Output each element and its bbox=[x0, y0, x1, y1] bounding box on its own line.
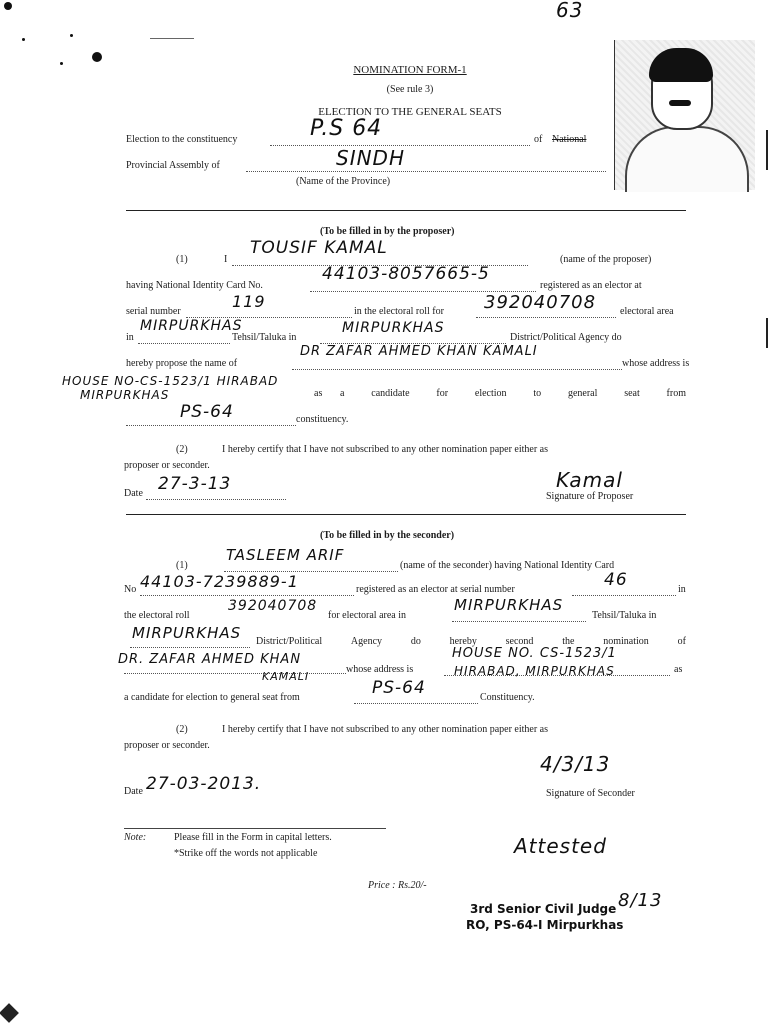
i-label: I bbox=[224, 254, 228, 265]
edge-mark bbox=[766, 130, 768, 170]
form-title: NOMINATION FORM-1 bbox=[353, 64, 467, 76]
candidate-photo bbox=[614, 40, 755, 190]
date-line bbox=[146, 499, 286, 500]
scan-speck bbox=[70, 34, 73, 37]
as-label: as bbox=[314, 388, 323, 399]
seconder-cert-text-2: proposer or seconder. bbox=[124, 740, 210, 751]
no-label: No bbox=[124, 584, 137, 595]
word: from bbox=[666, 388, 686, 399]
seconder-tehsil: Tehsil/Taluka in bbox=[592, 610, 657, 621]
word: election bbox=[474, 388, 507, 399]
seconder-seat: PS-64 bbox=[372, 678, 426, 698]
word: for bbox=[436, 388, 449, 399]
stamp-line-1: 3rd Senior Civil Judge bbox=[470, 902, 617, 916]
seconder-signature: 4/3/13 bbox=[540, 752, 611, 776]
word: general bbox=[567, 388, 598, 399]
section-divider bbox=[126, 210, 686, 211]
word: candidate bbox=[371, 388, 410, 399]
of-label: of bbox=[534, 134, 543, 145]
page-number: 63 bbox=[556, 0, 584, 22]
roll-prefix: the electoral roll bbox=[124, 610, 190, 621]
proposer-roll: 392040708 bbox=[484, 292, 597, 313]
scan-speck bbox=[92, 52, 102, 62]
seconder-num: (1) bbox=[176, 560, 188, 571]
section-divider bbox=[126, 514, 686, 515]
having-nic-label: having National Identity Card No. bbox=[126, 280, 263, 291]
roll-line bbox=[476, 317, 616, 318]
seconder-constituency: Constituency. bbox=[480, 692, 535, 703]
scan-speck bbox=[4, 2, 12, 10]
district-label: District/Political Agency do bbox=[510, 332, 622, 343]
stamp-line-2: RO, PS-64-I Mirpurkhas bbox=[466, 918, 624, 932]
seconder-roll: 392040708 bbox=[228, 598, 318, 614]
province-caption: (Name of the Province) bbox=[296, 176, 391, 187]
proposer-area: MIRPURKHAS bbox=[140, 318, 243, 334]
candidate-line bbox=[292, 369, 622, 370]
attested-signature: Attested bbox=[514, 834, 607, 858]
edge-mark bbox=[766, 318, 768, 348]
word: Agency bbox=[350, 636, 383, 647]
proposer-signature: Kamal bbox=[556, 468, 623, 492]
serial-label: serial number bbox=[126, 306, 181, 317]
cert-text: I hereby certify that I have not subscribed to any other nomination paper either as bbox=[222, 444, 548, 455]
seconder-in: in bbox=[678, 584, 686, 595]
electoral-area-label: electoral area bbox=[620, 306, 674, 317]
proposer-sig-label: Signature of Proposer bbox=[546, 491, 634, 502]
seconder-area-label: for electoral area in bbox=[328, 610, 407, 621]
word: do bbox=[410, 636, 421, 647]
seconder-area-line bbox=[452, 621, 586, 622]
word: the bbox=[562, 636, 575, 647]
whose-label: whose address is bbox=[622, 358, 690, 369]
seconder-seat-line bbox=[354, 703, 478, 704]
provincial-label: Provincial Assembly of bbox=[126, 160, 220, 171]
seconder-district: MIRPURKHAS bbox=[132, 624, 242, 642]
scan-speck bbox=[60, 62, 63, 65]
seconder-cert-num: (2) bbox=[176, 724, 188, 735]
date-label: Date bbox=[124, 488, 143, 499]
word: a bbox=[340, 388, 345, 399]
proposer-address-2: MIRPURKHAS bbox=[80, 388, 170, 402]
seconder-name-caption: (name of the seconder) having National Identity Card bbox=[400, 560, 615, 571]
word: hereby bbox=[449, 636, 477, 647]
note-label: Note: bbox=[124, 832, 147, 843]
word: nomination bbox=[603, 636, 649, 647]
seconder-sig-label: Signature of Seconder bbox=[546, 788, 635, 799]
proposer-seat: PS-64 bbox=[180, 402, 234, 422]
in-label: in bbox=[126, 332, 134, 343]
seconder-candidate-line bbox=[124, 673, 346, 674]
propose-label: hereby propose the name of bbox=[126, 358, 238, 369]
candidate-words bbox=[340, 388, 686, 399]
seconder-name: TASLEEM ARIF bbox=[226, 546, 345, 564]
cert-text-2: proposer or seconder. bbox=[124, 460, 210, 471]
province-value: SINDH bbox=[336, 146, 405, 170]
proposer-nic: 44103-8057665-5 bbox=[322, 264, 490, 284]
word: of bbox=[677, 636, 686, 647]
cert-num: (2) bbox=[176, 444, 188, 455]
seconder-address-2: HIRABAD, MIRPURKHAS bbox=[454, 664, 615, 678]
national-struck: National bbox=[552, 134, 587, 145]
proposer-candidate: DR ZAFAR AHMED KHAN KAMALI bbox=[300, 344, 538, 359]
proposer-address-1: HOUSE NO-CS-1523/1 HIRABAD bbox=[62, 374, 279, 388]
seconder-candidate: DR. ZAFAR AHMED KHAN bbox=[118, 652, 302, 667]
registered-label: registered as an elector at bbox=[540, 280, 642, 291]
rule-ref: (See rule 3) bbox=[386, 84, 434, 95]
proposer-num: (1) bbox=[176, 254, 188, 265]
note-rule bbox=[124, 828, 386, 829]
word: District/Political bbox=[256, 636, 323, 647]
seconder-cert-text: I hereby certify that I have not subscribed to any other nomination paper either as bbox=[222, 724, 548, 735]
proposer-district: MIRPURKHAS bbox=[342, 320, 445, 336]
proposer-section-title: (To be filled in by the proposer) bbox=[320, 226, 455, 237]
province-line bbox=[246, 171, 606, 172]
scan-speck bbox=[0, 1003, 19, 1023]
seconder-address-1: HOUSE NO. CS-1523/1 bbox=[452, 646, 617, 661]
constituency-word: constituency. bbox=[296, 414, 349, 425]
note-line-2: *Strike off the words not applicable bbox=[174, 848, 318, 859]
seconder-area: MIRPURKHAS bbox=[454, 596, 564, 614]
scan-speck bbox=[22, 38, 25, 41]
stamp-date-scrawl: 8/13 bbox=[618, 890, 663, 911]
proposer-name: TOUSIF KAMAL bbox=[250, 238, 388, 258]
area-line bbox=[138, 343, 230, 344]
seconder-nic: 44103-7239889-1 bbox=[140, 572, 299, 591]
tehsil-label: Tehsil/Taluka in bbox=[232, 332, 297, 343]
seconder-cand-label: a candidate for election to general seat from bbox=[124, 692, 300, 703]
form-heading: ELECTION TO THE GENERAL SEATS bbox=[318, 106, 502, 118]
seconder-date-label: Date bbox=[124, 786, 143, 797]
price: Price : Rs.20/- bbox=[368, 880, 427, 891]
seconder-whose: whose address is bbox=[346, 664, 414, 675]
note-line-1: Please fill in the Form in capital letters. bbox=[174, 832, 332, 843]
seat-line bbox=[126, 425, 296, 426]
proposer-serial: 119 bbox=[232, 292, 266, 311]
word: seat bbox=[624, 388, 640, 399]
seconder-candidate-2: KAMALI bbox=[262, 670, 310, 683]
seconder-district-line bbox=[130, 647, 250, 648]
seconder-section-title: (To be filled in by the seconder) bbox=[320, 530, 455, 541]
seconder-date: 27-03-2013. bbox=[146, 774, 262, 794]
seconder-serial: 46 bbox=[604, 570, 628, 590]
seconder-nic-line bbox=[140, 595, 354, 596]
seconder-serial-line bbox=[572, 595, 676, 596]
word: to bbox=[533, 388, 542, 399]
roll-label: in the electoral roll for bbox=[354, 306, 444, 317]
constituency-value: P.S 64 bbox=[310, 116, 383, 141]
constituency-label: Election to the constituency bbox=[126, 134, 238, 145]
proposer-date: 27-3-13 bbox=[158, 474, 232, 494]
seconder-as: as bbox=[674, 664, 683, 675]
proposer-name-caption: (name of the proposer) bbox=[560, 254, 652, 265]
seconder-registered: registered as an elector at serial number bbox=[356, 584, 515, 595]
scan-mark bbox=[150, 38, 194, 39]
word: second bbox=[505, 636, 534, 647]
